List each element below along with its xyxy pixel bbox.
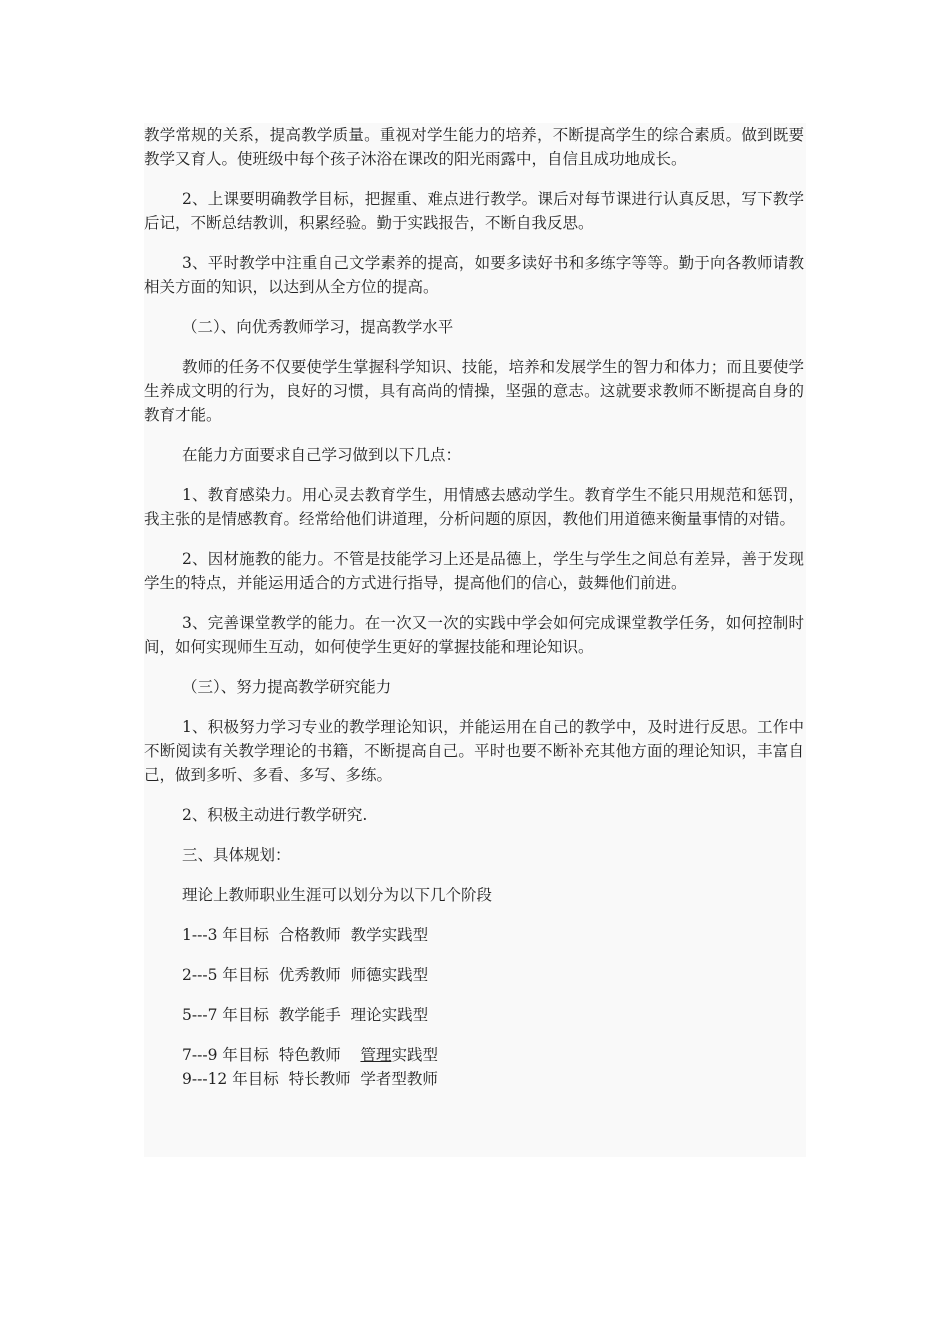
stage-line-4-prefix: 7---9 年目标 特色教师	[182, 1046, 361, 1064]
stage-line-1: 1---3 年目标 合格教师 教学实践型	[182, 926, 429, 944]
paragraph-teacher-tasks: 教师的任务不仅要使学生掌握科学知识、技能，培养和发展学生的智力和体力；而且要使学生养成文明的行为，良好的习惯，具有高尚的情操，坚强的意志。这就要求教师不断提高自身的教育才能。	[144, 358, 804, 424]
paragraph-item-2-lesson-goals: 2、上课要明确教学目标，把握重、难点进行教学。课后对每节课进行认真反思，写下教学后记，不断总结教训，积累经验。勤于实践报告，不断自我反思。	[144, 190, 804, 232]
paragraph-continuation: 教学常规的关系，提高教学质量。重视对学生能力的培养，不断提高学生的综合素质。做到既要教学又育人。使班级中每个孩子沐浴在课改的阳光雨露中，自信且成功地成长。	[144, 126, 804, 168]
paragraph-research-1: 1、积极努力学习专业的教学理论知识，并能运用在自己的教学中，及时进行反思。工作中不断阅读有关教学理论的书籍，不断提高自己。平时也要不断补充其他方面的理论知识，丰富自己，做到多听、多看、多写、多练。	[144, 718, 804, 784]
paragraph-ability-3: 3、完善课堂教学的能力。在一次又一次的实践中学会如何完成课堂教学任务，如何控制时间，如何实现师生互动，如何使学生更好的掌握技能和理论知识。	[144, 614, 804, 656]
section-heading-2: （二）、向优秀教师学习，提高教学水平	[182, 318, 454, 336]
stage-line-4-suffix: 实践型	[391, 1046, 438, 1064]
section-heading-plan: 三、具体规划：	[182, 846, 291, 864]
paragraph-item-3-literacy: 3、平时教学中注重自己文学素养的提高，如要多读好书和多练字等等。勤于向各教师请教相关方面的知识，以达到从全方位的提高。	[144, 254, 804, 296]
paragraph-ability-intro: 在能力方面要求自己学习做到以下几点：	[182, 446, 462, 464]
paragraph-ability-1: 1、教育感染力。用心灵去教育学生，用情感去感动学生。教育学生不能只用规范和惩罚，我主张的是情感教育。经常给他们讲道理，分析问题的原因，教他们用道德来衡量事情的对错。	[144, 486, 804, 528]
stage-line-4	[144, 1043, 804, 1067]
stage-line-5: 9---12 年目标 特长教师 学者型教师	[182, 1070, 438, 1088]
paragraph-research-2: 2、积极主动进行教学研究.	[182, 806, 368, 824]
management-link[interactable]: 管理	[360, 1046, 392, 1064]
section-heading-3: （三）、努力提高教学研究能力	[182, 678, 392, 696]
document-body	[144, 123, 806, 1157]
stage-line-3: 5---7 年目标 教学能手 理论实践型	[182, 1006, 429, 1024]
stage-line-2: 2---5 年目标 优秀教师 师德实践型	[182, 966, 429, 984]
paragraph-career-stages-intro: 理论上教师职业生涯可以划分为以下几个阶段	[182, 886, 493, 904]
paragraph-ability-2: 2、因材施教的能力。不管是技能学习上还是品德上，学生与学生之间总有差异，善于发现学生的特点，并能运用适合的方式进行指导，提高他们的信心，鼓舞他们前进。	[144, 550, 804, 592]
